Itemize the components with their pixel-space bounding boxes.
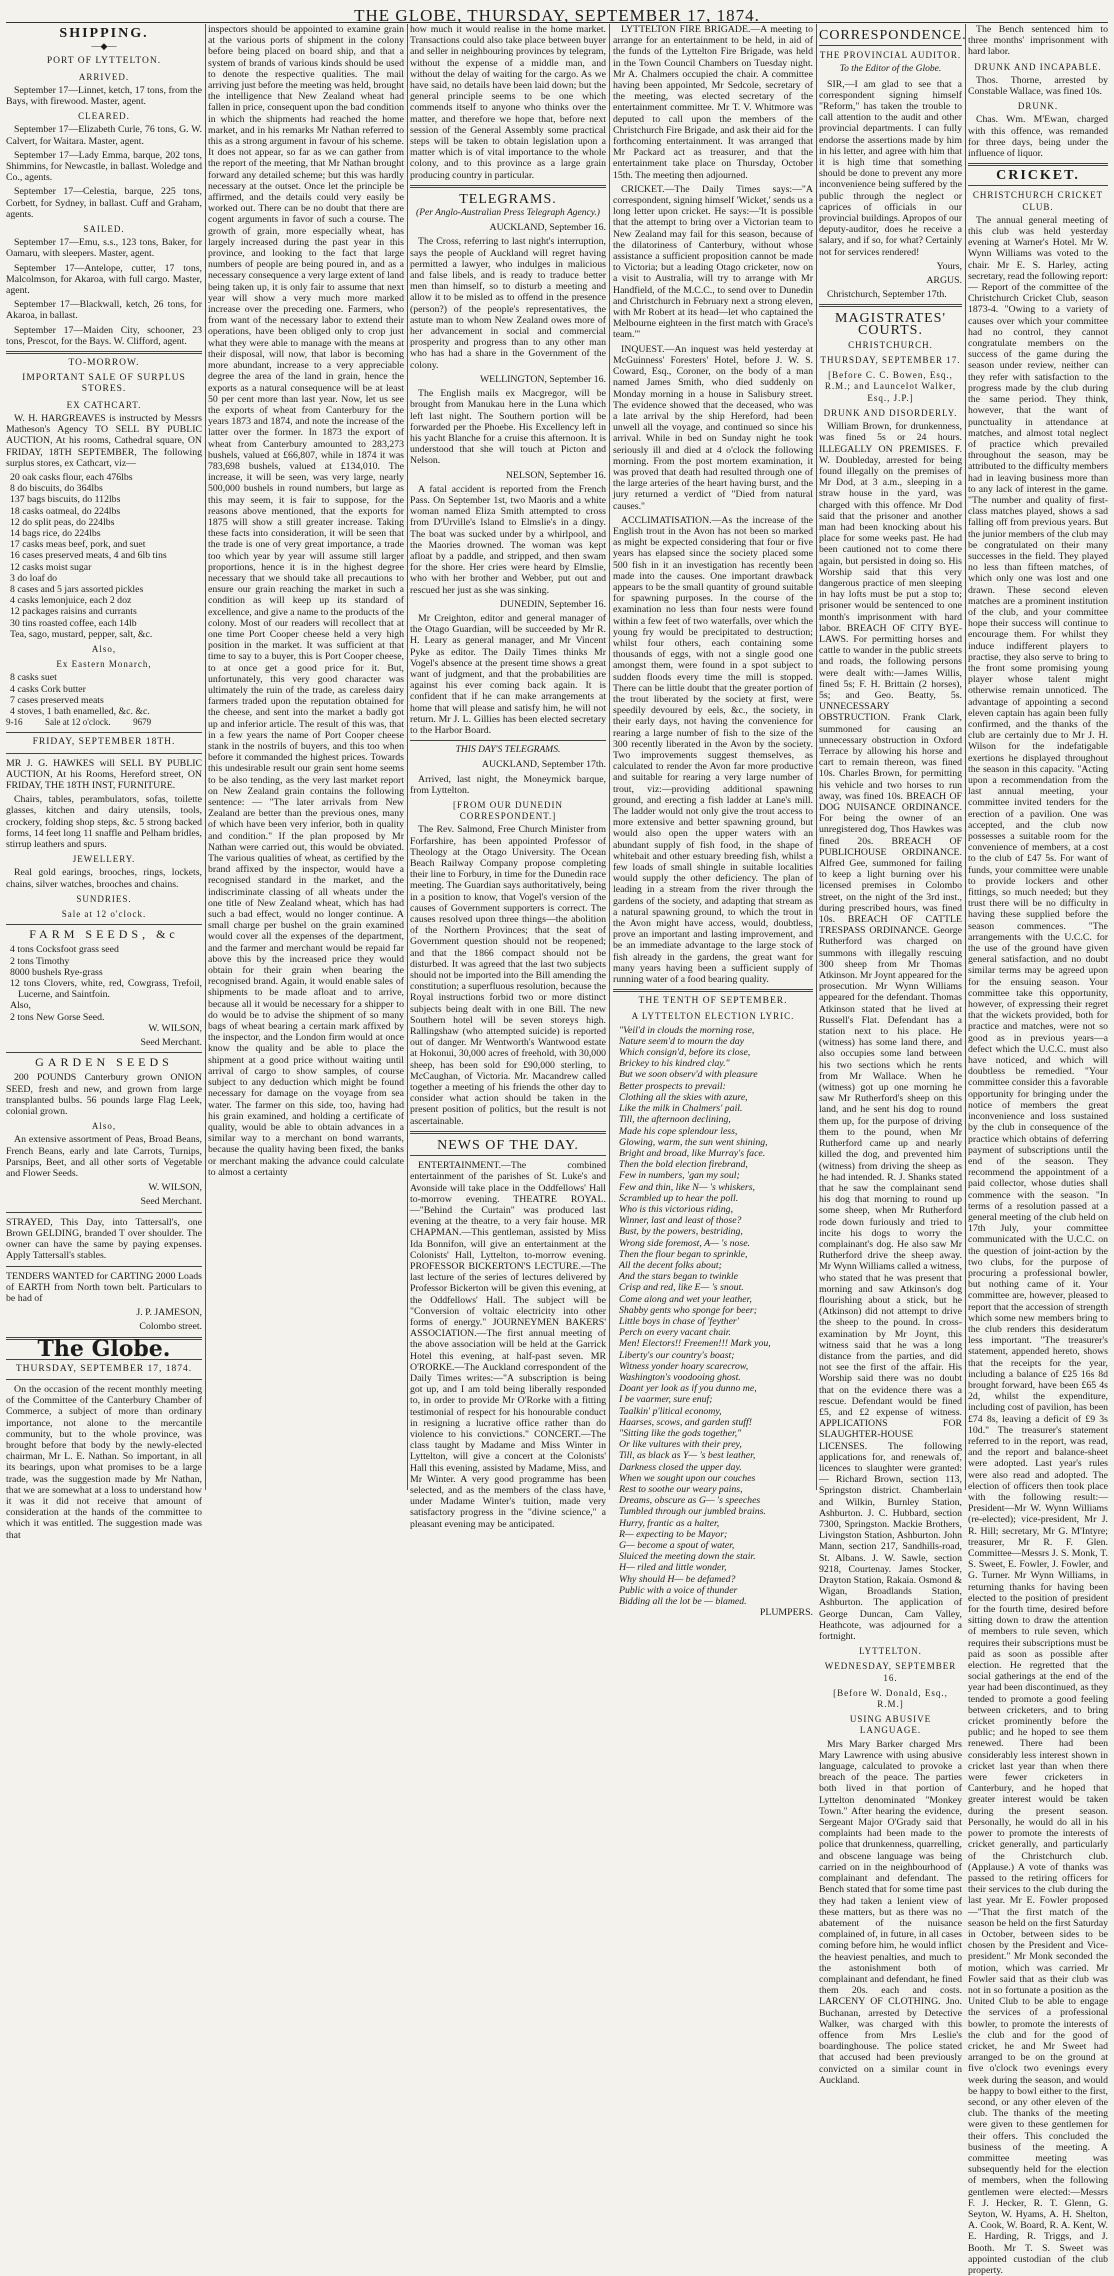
divider	[6, 924, 202, 925]
garden-seeds-heading: GARDEN SEEDS	[35, 1055, 173, 1070]
garden-body: 200 POUNDS Canterbury grown ONION SEED, fresh and new, and grown from large transplanted bulbs. 56 pounds large Flag Leek, colonial grown.	[6, 1072, 202, 1118]
column-4	[613, 24, 813, 1619]
sale-item: 14 bags rice, do 224lbs	[10, 527, 101, 539]
telegram: Arrived, last night, the Moneymick barque, from Lyttelton.	[410, 773, 606, 796]
dateline: THURSDAY, SEPTEMBER 17, 1874.	[15, 1363, 193, 1374]
also-label: Also,	[91, 643, 117, 654]
poem-line: Dreams, obscure as G— 's speeches	[619, 1495, 761, 1507]
poem-line: Then the bold election firebrand,	[619, 1159, 748, 1171]
poem-signature: PLUMPERS.	[759, 1607, 813, 1619]
sale-item: Tea, sago, mustard, pepper, salt, &c.	[10, 628, 153, 640]
strayed-notice: STRAYED, This Day, into Tattersall's, one Brown GELDING, branded T over shoulder. The owner can have the same by paying expenses. Apply Tattersall's stables.	[6, 1216, 202, 1262]
court-date: THURSDAY, SEPTEMBER 17.	[820, 355, 961, 366]
court-charge: DRUNK AND INCAPABLE.	[974, 61, 1102, 72]
column-3	[410, 24, 606, 1530]
also-subheading: Ex Eastern Monarch,	[56, 659, 152, 670]
ornament: ―◆―	[91, 41, 117, 52]
letter-title: THE PROVINCIAL AUDITOR.	[819, 50, 962, 61]
farm-item: 4 tons Cocksfoot grass seed	[10, 944, 119, 956]
cricket-heading: CRICKET.	[996, 168, 1080, 184]
poem-line: Or like vultures with their prey,	[619, 1439, 742, 1451]
shipping-heading: SHIPPING.	[59, 26, 149, 41]
divider	[410, 740, 606, 741]
seller-role: Seed Merchant.	[140, 1037, 202, 1049]
editorial-conclusion: how much it would realise in the home market. Transactions could also take place between buyer and seller in neighbouring provinces by telegram, without the expense of a middle man, and without the delay of waiting for the cargo. As we have said, no details have been laid down; but the general principle seems to be one which commends itself to anyone who thinks over the matter, and therefore we hope that, before next session of the General Assembly some practical steps will be taken to obtain legislation upon a matter which is of vital importance to the whole colony, and to this province as a large grain producing country in particular.	[410, 24, 606, 181]
poem-line: R— expecting to be Mayor;	[619, 1528, 728, 1540]
poem-line: I be vaarmer, sure enuf;	[619, 1394, 713, 1406]
sale-item: 137 bags biscuits, do 112lbs	[10, 494, 121, 506]
court-report: The Bench sentenced him to three months' imprisonment with hard labor.	[968, 24, 1108, 58]
magistrates-heading: MAGISTRATES' COURTS.	[835, 311, 946, 338]
sailed-label: SAILED.	[83, 224, 125, 235]
court-location: CHRISTCHURCH.	[848, 339, 933, 350]
correspondent-label: [FROM OUR DUNEDIN CORRESPONDENT.]	[452, 800, 563, 822]
masthead-rule	[6, 22, 1108, 23]
divider	[6, 1379, 202, 1380]
poem-subtitle: A LYTTELTON ELECTION LYRIC.	[631, 1011, 795, 1022]
sale-item: 4 casks lemonjuice, each 2 doz	[10, 595, 132, 607]
globe-nameplate: The Globe.	[37, 1335, 171, 1362]
letter-date: Christchurch, September 17th.	[827, 289, 947, 301]
sale-item: 3 do loaf do	[10, 572, 58, 584]
divider	[6, 732, 202, 733]
sale-item: 12 packages raisins and currants	[10, 606, 137, 618]
telegram: The Rev. Salmond, Free Church Minister from Forfarshire, has been appointed Professor of Theology at the Otago University. The Ocean Beach Railway Company propose completing their line to Forbury, in time for the Dunedin race meeting. The Guardian says authoritatively, being in a position to know, that Vogel's version of the causes of Government supporters is correct. The causes resolved upon three things—the abolition of the Northern Provinces; that the seat of Government question should not be reopened; and that the 1866 compact should not be disturbed. It was agreed that the last two subjects should not be imported into the Bill amending the constitution; a superfluous resolution, because the Royal instructions forbid two or more distinct subjects being dealt with in one Bill. The new Southern hotel will be seven storeys high. Rallingshaw (who attempted suicide) is reported out of danger. Mr Wentworth's Wantwood estate at Hokonui, 30,000 acres of freehold, with 30,000 sheep, has been sold for £90,000 sterling, to McCaughan, of Victoria. Mr. Macandrew called together a meeting of his friends the other day to consider what action should be taken in the present position of politics, but the result is not ascertainable.	[410, 824, 606, 1127]
farm-seeds-heading: FARM SEEDS, &c	[29, 927, 179, 942]
club-heading: CHRISTCHURCH CRICKET CLUB.	[972, 190, 1104, 212]
column-rule	[407, 24, 408, 1490]
poem-line: All the decent folks about;	[619, 1259, 722, 1271]
editorial: On the occasion of the recent monthly meeting of the Committee of the Canterbury Chamber of Commerce, a subject of more than ordinary importance, not alone to the mercantile community, but to the whole province, was brought before that body by the newly-elected chairman, Mr L. E. Nathan. So important, in all its bearings, upon what promises to be a large trade, was the suggestion made by Mr Nathan, that we are somewhat at a loss to understand how it was it did not receive that amount of consideration at the hands of the committee to which it was entitled. The suggestion made was that	[6, 1383, 202, 1541]
divider	[410, 1155, 606, 1156]
sale-item: 8 cases and 5 jars assorted pickles	[10, 583, 144, 595]
dateline: AUCKLAND, September 16.	[489, 222, 606, 234]
poem-line: Washington's voodooing ghost.	[619, 1371, 741, 1383]
sale-intro: W. H. HARGREAVES is instructed by Messrs Matheson's Agency TO SELL BY PUBLIC AUCTION, At his rooms, Cathedral square, ON FRIDAY, 18TH SEPTEMBER, The following surplus stores, ex Cathcart, viz—	[6, 412, 202, 469]
garden-also: Also,	[91, 1121, 117, 1132]
court-bench: [Before C. C. Bowen, Esq., R.M.; and Launcelot Walker, Esq., J.P.]	[824, 370, 957, 403]
court-charge: DRUNK.	[1017, 101, 1059, 112]
poem-line: But we soon observ'd with pleasure	[619, 1069, 758, 1081]
poem-line: Scrambled up to hear the poll.	[619, 1192, 739, 1204]
seller-name: W. WILSON,	[148, 1022, 202, 1034]
letter-body: SIR,—I am glad to see that a correspondent signing himself "Reform," has taken the trouble to call attention to the audit and other provincial departments. I can fully endorse the assertions made by him in his letter, and agree with him that it is high time that something should be done to prevent any more inconvenience being suffered by the public through the neglect or caprices of officials in our provincial buildings. Apropos of our deputy-auditor, does he receive a salary, and if so, for what? Certainly not for services rendered!	[819, 78, 962, 258]
telegrams-agency: (Per Anglo-Australian Press Telegraph Agency.)	[416, 208, 600, 219]
poem-line: Perch on every vacant chair.	[619, 1327, 731, 1339]
column-1	[6, 24, 202, 1541]
poem-line: G— become a spout of water,	[619, 1540, 735, 1552]
farm-item: 2 tons Timothy	[10, 955, 70, 967]
divider	[819, 45, 962, 46]
sale-item: 4 stoves, 1 bath enamelled, &c. &c.	[10, 705, 150, 717]
sale-item: 12 do split peas, do 224lbs	[10, 516, 115, 528]
farm-item: Also,	[10, 1000, 31, 1012]
masthead: THE GLOBE, THURSDAY, SEPTEMBER 17, 1874.	[354, 6, 760, 25]
poem-line: Better prospects to prevail:	[619, 1080, 726, 1092]
news-item: INQUEST.—An inquest was held yesterday at McGuinness' Foresters' Hotel, before J. W. S. Coward, Esq., Coroner, on the body of a man named James Smith, who died suddenly on Monday morning in a house in Salisbury street. The evidence showed that the deceased, who was a late arrival by the ship Hereford, had been unwell all the voyage, and continued so since his arrival. While in bed on Sunday night he took seriously ill and died at 4 o'clock the following morning. From the post mortem examination, it was proved that death had resulted through one of the large arteries of the heart having burst, and the jury returned a verdict of "Died from natural causes."	[613, 343, 813, 512]
court-report: Chas. Wm. M'Ewan, charged with this offence, was remanded for three days, being under the influence of liquor.	[968, 114, 1108, 160]
sundries-time: Sale at 12 o'clock.	[61, 909, 147, 920]
correspondence-heading: CORRESPONDENCE.	[819, 28, 967, 43]
poem-line: Who is this victorious riding,	[619, 1203, 734, 1215]
poem-line: Few in numbers, 'gan my soul;	[619, 1170, 740, 1182]
poem-line: Which consign'd, before its close,	[619, 1047, 751, 1059]
cleared-label: CLEARED.	[78, 111, 130, 122]
news-heading: NEWS OF THE DAY.	[437, 1137, 579, 1153]
jewellery-heading: JEWELLERY.	[72, 854, 136, 865]
poem-line: H— riled and little wonder,	[619, 1562, 727, 1574]
divider	[6, 1052, 202, 1053]
poem-line: Wrong side foremost, A— 's nose.	[619, 1237, 750, 1249]
farm-item: 2 tons New Gorse Seed.	[10, 1011, 105, 1023]
poem-line: Rest to soothe our weary pains,	[619, 1484, 743, 1495]
poem-line: Taalkin' p'litical economy,	[619, 1405, 722, 1417]
todays-telegrams-heading: THIS DAY'S TELEGRAMS.	[455, 745, 561, 756]
sale-item: 18 casks oatmeal, do 224lbs	[10, 505, 121, 517]
tenders-name: J. P. JAMESON,	[136, 1307, 202, 1319]
hawkes-body: Chairs, tables, perambulators, sofas, toilette glasses, kitchen and dairy utensils, tools, crockery, folding shop steps, &c. 5 strong backed forms, 14 feet long 11 snaffle and Pelham bridles, stirrup leathers and spurs.	[6, 794, 202, 850]
sale-time: 9-16 Sale at 12 o'clock. 9679	[6, 717, 152, 728]
poem-line: Public with a voice of thunder	[619, 1584, 738, 1596]
divider	[968, 185, 1108, 186]
sailed-entry: September 17—Emu, s.s., 123 tons, Baker, for Oamaru, with sleepers. Master, agent.	[6, 237, 202, 260]
poem-line: Witness yonder hoary scarecrow,	[619, 1360, 749, 1372]
poem-line: Haarses, scows, and garden stuff!	[619, 1416, 752, 1428]
divider	[819, 304, 962, 307]
poem-body	[613, 1025, 813, 1608]
telegram: Mr Creighton, editor and general manager of the Otago Guardian, will be succeeded by Mr R. H. Leary as general manager, and Mr Vincent Pyke as editor. The Daily Times thinks Mr Vogel's absence at the present time shows a great want of judgment, and that the probabilities are against his ever coming back again. It is confident that if he can make arrangements at home that will please and satisfy him, he will not return. Mr J. L. Gillies has been elected secretary to the Harbor Board.	[410, 612, 606, 736]
divider	[968, 163, 1108, 166]
telegram: The Cross, referring to last night's interruption, says the people of Auckland will regret having permitted a lawyer, who indulges in malicious and false libels, and is ready to traduce better men than himself, so to disturb a meeting and allow it to be misled as to offend in the presence (person?) of the people's representatives, the astute man to whom New Zealand owes more of her advancement in social and commercial prosperity and progress than to any other man who has had a share in the Government of the colony.	[410, 236, 606, 371]
divider	[613, 989, 813, 992]
arrived-entry: September 17—Linnet, ketch, 17 tons, from the Bays, with firewood. Master, agent.	[6, 84, 202, 108]
poem-line: Tumbled through our jumbled brains.	[619, 1506, 766, 1518]
poem-line: Clothing all the skies with azure,	[619, 1091, 748, 1103]
arrived-label: ARRIVED.	[78, 71, 130, 82]
farm-item: 8000 bushels Rye-grass	[10, 966, 103, 978]
sale-item: 16 cases preserved meats, 4 and 6lb tins	[10, 550, 167, 562]
column-rule	[205, 24, 206, 1490]
poem-line: Liberty's our country's boast;	[619, 1349, 735, 1361]
poem-line: "Sitting like the gods together,"	[619, 1427, 742, 1439]
column-rule	[609, 24, 610, 1490]
divider	[410, 185, 606, 188]
poem-line: Crisp and red, like E— 's snout.	[619, 1282, 744, 1294]
court-report: Mrs Mary Barker charged Mrs Mary Lawrence with using abusive language, calculated to provoke a breach of the peace. The parties both lived in that portion of Lyttelton denominated "Monkey Town." After hearing the evidence, Sergeant Major O'Grady said that complaints had been made to the police that drunkenness, quarrelling, and obscene language was being carried on in the neighbourhood of complainant and defendant. The Bench stated that for some time past they had taken a lenient view of these matters, but as there was no abatement of the nuisance complained of, in future, in all cases coming before him, he would inflict the heaviest penalties, and much to the astonishment both of complainant and defendant, he fined them 20s. each and costs. LARCENY OF CLOTHING. Jno. Buchanan, arrested by Detective Walker, was charged with this offence from Mrs Leslie's boardinghouse. The police stated that accused had been previously convicted on a similar count in Auckland.	[819, 1738, 962, 2086]
telegram: The English mails ex Macgregor, will be brought from Manukau here in the Luna which left last night. The Southern portion will be forwarded per the Phoebe. His Excellency left in his yacht Blanche for a cruise this afternoon. It is understood that she will touch at Picton and Nelson.	[410, 388, 606, 467]
sale-item: 30 tins roasted coffee, each 14lb	[10, 617, 137, 629]
divider	[6, 1266, 202, 1267]
sailed-entry: September 17—Maiden City, schooner, 23 tons, Prescot, for the Bays. W. Clifford, agent.	[6, 324, 202, 347]
poem-line: Made his cope splendour less,	[619, 1125, 738, 1137]
court-charge: DRUNK AND DISORDERLY.	[823, 407, 958, 418]
sundries-heading: SUNDRIES.	[76, 893, 132, 904]
column-2	[208, 24, 404, 1490]
poem-line: Come along and wet your leather,	[619, 1293, 752, 1305]
poem-line: And the stars began to twinkle	[619, 1271, 738, 1283]
poem-line: Nature seem'd to mourn the day	[619, 1035, 744, 1047]
poem-line: Sluiced the meeting down the stair.	[619, 1551, 756, 1563]
divider	[410, 1131, 606, 1134]
sale-item: 20 oak casks flour, each 476lbs	[10, 471, 133, 483]
court-date: WEDNESDAY, SEPTEMBER 16.	[824, 1661, 957, 1683]
court-report: Thos. Thorne, arrested by Constable Wallace, was fined 10s.	[968, 74, 1108, 98]
sailed-entry: September 17—Blackwall, ketch, 26 tons, for Akaroa, in ballast.	[6, 299, 202, 322]
poem-line: Few and thin, like N— 's whiskers,	[619, 1181, 755, 1193]
news-item: ACCLIMATISATION.—As the increase of the English trout in the Avon has not been so marked as might be expected considering that four or five years has elapsed since the society placed some 500 fish in it an investigation has recently been made into the causes. One important drawback appears to be the small quantity of ground suitable for spawning purposes. In the course of the examination no less than four nests were found within a few feet of two waterfalls, over which the young fry would be precipitated to destruction; whilst four others, each containing some thousands of eggs, with not a single good one amongst them, were found in a spot subject to sudden floods every time the mill is stopped. There can be little doubt that the greater portion of the trout liberated by the society at first, were speedily devoured by eels, &c., the society, in their early days, not having the convenience for rearing a large number of fish to the size of the 300 recently liberated in the Avon by the society. Two improvements suggest themselves, as calculated to render the Avon far more productive and suitable for rearing a very large number of trout, viz:—providing additional spawning ground, and erecting a fish ladder at Lane's mill. The ladder would not only give the trout access to more extensive and better spawning ground, but would also open the upper waters with an abundant supply of fish food, in the shape of whitebait and other estuary breeding fish, whilst a few loads of small shingle in suitable localities would supply the other deficiency. The plan of leading in a stream from the river through the gardens of the society, and adapting that stream as a natural spawning ground, to which the trout in the Avon might have access, would, doubtless, prove an important and lasting improvement, and be an immediate advantage to the large stock of fish already in the gardens, the great want for many years having been a sufficient supply of running water of a food bearing quality.	[613, 514, 813, 986]
column-rule	[965, 24, 966, 1490]
poem-line: Like the milk in Chalmers' pail.	[619, 1103, 743, 1115]
tenders-place: Colombo street.	[139, 1321, 202, 1333]
sale-heading: IMPORTANT SALE OF SURPLUS STORES.	[22, 373, 186, 395]
port-heading: PORT OF LYTTELTON.	[46, 56, 162, 67]
tenders-notice: TENDERS WANTED for CARTING 2000 Loads of EARTH from North town belt. Particulars to be had of	[6, 1270, 202, 1304]
poem-line: Why should H— be defamed?	[619, 1573, 736, 1585]
garden-body-2: An extensive assortment of Peas, Broad Beans, French Beans, early and late Carrots, Turnips, Parsnips, Beet, and all other sorts of Vegetable and Flower Seeds.	[6, 1134, 202, 1180]
poem-line: Hurry, frantic as a halter,	[619, 1517, 720, 1529]
farm-item: 12 tons Clovers, white, red, Cowgrass, Trefoil, Lucerne, and Saintfoin.	[10, 978, 202, 1001]
hawkes-advert: MR J. G. HAWKES will SELL BY PUBLIC AUCTION, At his Rooms, Hereford street, ON FRIDAY, THE 18TH INST, FURNITURE.	[6, 757, 202, 791]
poem-line: Little boys in chase of 'feyther'	[619, 1315, 739, 1327]
dateline: DUNEDIN, September 16.	[499, 598, 606, 610]
poem-line: When we sought upon our couches	[619, 1472, 756, 1484]
poem-line: Glowing, warm, the sun went shining,	[619, 1136, 768, 1148]
column-6	[968, 24, 1108, 2276]
poem-line: Brickey to his kindred clay."	[619, 1058, 730, 1070]
column-rule	[816, 24, 817, 1490]
telegram: A fatal accident is reported from the French Pass. On September 1st, two Maoris and a white woman named Eliza Smith attempted to cross from D'Urville's Island to Elmslie's in a dingy. The boat was sucked under by a whirlpool, and the Maories drowned. The woman was kept afloat by a paddle, and stripped, and then swam for the shore. Her cries were heard by Elmslie, who with her brother and Webber, put out and rescued her just as she was sinking.	[410, 483, 606, 596]
poem-line: Bright and broad, like Murray's face.	[619, 1147, 766, 1159]
sale-item: 4 casks Cork butter	[10, 683, 86, 695]
letter-salutation: To the Editor of the Globe.	[839, 64, 942, 75]
court-location: LYTTELTON.	[859, 1646, 922, 1657]
sale-item: 12 casks moist sugar	[10, 561, 92, 573]
poem-line: Darkness closed the upper day.	[619, 1461, 742, 1473]
news-items: ENTERTAINMENT.—The combined entertainment of the parishes of St. Luke's and Avonside will take place in the Oddfellows' Hall to-morrow evening. THEATRE ROYAL.—"Behind the Curtain" was produced last evening at the theatre, to a very fair house. MR CHAPMAN.—This gentleman, assisted by Miss Ida Bonnifon, will give an entertainment at the Colonists' Hall, Lyttelton, to-morrow evening. PROFESSOR BICKERTON'S LECTURE.—The last lecture of the series of lectures delivered by Professor Bickerton will be given this evening, at the Oddfellows' Hall. The subject will be "Conversion of voltaic electricity into other forms of energy." JOURNEYMEN BAKERS' ASSOCIATION.—The first annual meeting of the above association will be held at the Garrick Hotel this evening, at half-past seven. MR O'RORKE.—The Auckland correspondent of the Daily Times writes:—"A subscription is being got up, and I am told being liberally responded to, in order to provide Mr O'Rorke with a fitting testimonial of respect for his honourable conduct in resigning a lucrative office rather than do violence to his convictions." CONCERT.—The class taught by Madame and Miss Winter in Lyttelton, will give a concert at the Colonists' Hall this evening, assisted by Madame, Miss, and Mr Winter. A very good programme has been selected, and as the members of the class have, under Madame Winter's tuition, made very satisfactory progress in the "divine science," a pleasant evening may be anticipated.	[410, 1160, 606, 1530]
letter-signature: ARGUS.	[926, 275, 962, 287]
poem-title: THE TENTH OF SEPTEMBER.	[638, 996, 788, 1007]
letter-closing: Yours,	[936, 260, 962, 272]
cleared-entry: September 17—Celestia, barque, 225 tons, Corbett, for Sydney, in ballast. Cuff and Graham, agents.	[6, 186, 202, 220]
divider	[6, 351, 202, 354]
sale-item: 17 casks meas beef, pork, and suet	[10, 539, 146, 551]
cricket-report: The annual general meeting of this club was held yesterday evening at Warner's Hotel. Mr W. Wynn Williams was voted to the chair. Mr E. S. Harley, acting secretary, read the following report:— Report of the committee of the Christchurch Cricket Club, season 1873-4. "Owing to a variety of causes over which your committee had no control, they cannot congratulate members on the success of the game during the season under review, neither can they refer with satisfaction to the progress made by the club during the same period. They think, however, that the want of punctuality in attendance at matches, and almost total neglect of practice which prevailed throughout the season, may be attributed to the difficulty members had in leaving business more than to any lack of interest in the game. "The number and quality of first-class matches played, shows a sad falling off from previous years. But the junior members of the club may be congratulated on their many successes in the field. They played no less than fifteen matches, of which only one was lost and one drawn. These second eleven matches are a prominent institution of the club, and your committee hope their success will continue to encourage them. For whilst they induce indifferent players to practise, they also serve to bring to the front some promising young player whose talent might otherwise remain unnoticed. The advantage of appointing a second eleven captain has again been fully confirmed, and the thanks of the club are certainly due to Mr J. H. Wilson for the indefatigable exertions he displayed throughout the season in this capacity. "Acting upon a recommendation from the last annual meeting, your committee invited tenders for the erection of a pavilion. One was accepted, and the club now possesses a suitable room for the convenience of members, at a cost to the club of £47 5s. For want of funds, your committee were unable to provide lockers and other fittings, so much needed; but they trust there will be no difficulty in having these supplied before the season commences. "The arrangements with the U.C.C. for the use of the ground have given general satisfaction, and no doubt similar terms may be agreed upon for the ensuing season. Your committee take this opportunity, however, of expressing their regret that the wickets provided, both for practice and matches, were not so good as in previous years—a defect which the U.C.C. must also have noticed, and which will doubtless be remedied. "Your committee consider this a favorable opportunity for bringing under the notice of members the great inconvenience and loss sustained by the club in consequence of the practice which obtains of deferring payment of subscriptions until the end of the season. They recommend the appointment of a paid collector, whose duties shall commence with the season. "In terms of a resolution passed at a general meeting of the club held on 17th July, your committee communicated with the U.C.C. on the question of joint-action by the two clubs, for the purpose of procuring a professional bowler, but nothing came of it. Your committee are, however, pleased to report that the accession of strength which some new members bring to the club renders this desideratum less important. "The treasurer's statement, appended hereto, shows that the receipts for the year, including a balance of £25 16s 8d brought forward, have been £65 4s 2d, whilst the expenditure, including cost of pavilion, has been £74 8s, leaving a deficit of £9 3s 10d." The treasurer's statement referred to in the report, was read, and the report and balance-sheet were adopted. Last year's rules were also read and adopted. The election of officers then took place with the following result:—President—Mr W. Wynn Williams (re-elected); vice-president, Mr J. R. Hill; secretary, Mr G. M'Intyre; treasurer, Mr R. F. Glen. Committee—Messrs J. S. Monk, T. S. Sweet, E. Fowler, J. Fowler, and G. Turner. Mr Wynn Williams, in returning thanks for having been elected to the position of president for the fourth time, desired before sitting down to draw the attention of members to rule seven, which requires their subscriptions must be paid as soon as possible after election. He regretted that the social gatherings at the end of the year had been discontinued, as they tended to promote a good feeling between cricketers, and to bring cricket prominently before the public; and he hoped to see them renewed. There had been considerably less interest shown in cricket last year than when there were fewer cricketers in Canterbury, and he hoped that greater interest would be taken during the present season. Personally, he would do all in his power to promote the interests of cricket generally, and particularly of the Christchurch club. (Applause.) A vote of thanks was passed to the retiring officers for their services to the club during the last year. Mr E. Fowler proposed—"That the first match of the season be held on the first Saturday in October, between sides to be chosen by the President and Vice-president." Mr Monk seconded the motion, which was carried. Mr Fowler said that as their club was not in so fortunate a position as the United Club to be able to engage the services of a professional bowler, to promote the interests of the club and for the good of cricket, he and Mr Sweet had arranged to be on the ground at five o'clock two evenings every week during the season, and would be happy to bowl either to the first, second, or any other eleven of the club. The thanks of the meeting were given to these gentlemen for their offers. This concluded the business of the meeting. A committee meeting was subsequently held for the election of members, when the following gentlemen were elected:—Messrs F. J. Hecker, R. T. Glenn, G. Seyton, W. Hyams, A. H. Shelton, A. Cook, W. Board, R. A. Kent, W. E. Harding, R. Triggs, and J. Booth. Mr T. S. Sweet was appointed custodian of the club property.	[968, 214, 1108, 2276]
poem-line: Then the flour began to sprinkle,	[619, 1248, 748, 1260]
dateline: AUCKLAND, September 17th.	[481, 759, 606, 771]
column-5	[819, 24, 967, 2086]
sale-item: 8 casks suet	[10, 672, 57, 684]
poem-line: "Veil'd in clouds the morning rose,	[619, 1024, 755, 1036]
dateline: WELLINGTON, September 16.	[479, 373, 606, 385]
poem-line: Winner, last and least of those?	[619, 1215, 742, 1227]
poem-line: Shabby gents who sponge for beer;	[619, 1304, 757, 1316]
poem-line: Till, as black as Y— 's best leather,	[619, 1450, 756, 1462]
tomorrow-heading: TO-MORROW.	[68, 358, 140, 369]
poem-line: Till, the afternoon declining,	[619, 1114, 731, 1126]
cleared-entry: September 17—Elizabeth Curle, 76 tons, G. W. Calvert, for Waitara. Master, agent.	[6, 124, 202, 147]
news-item: CRICKET.—The Daily Times says:—"A correspondent, signing himself 'Wicket,' sends us a long letter upon cricket. He says:—'It is possible that the attempt to bring over a Victorian team to New Zealand may fail for this season, because of the dilatoriness of Canterbury, without whose assistance a sufficient proposition cannot be made to Victoria; but a leading Otago cricketer, now on a visit to Australia, will try to arrange with Mr Handfield, of the M.C.C., to send over to Dunedin and Christchurch in February next a strong eleven, with Mr Robert at its head—let who captained the Melbourne eighteen in the first match with Grace's team.'"	[613, 183, 813, 341]
friday-heading: FRIDAY, SEPTEMBER 18TH.	[32, 737, 176, 748]
seller-name: W. WILSON,	[148, 1182, 202, 1194]
divider	[6, 1212, 202, 1213]
sailed-entry: September 17—Antelope, cutter, 17 tons, Malcolmson, for Akaroa, with full cargo. Master, agent.	[6, 262, 202, 297]
news-item: LYTTELTON FIRE BRIGADE.—A meeting to arrange for an entertainment to be held, in aid of the funds of the Lyttelton Fire Brigade, was held in the Town Council Chambers on Tuesday night. Mr A. Chalmers occupied the chair. A committee having been appointed, Mr Sedcole, secretary of the meeting, was elected secretary of the entertainment committee. Mr T. V. Whitmore was deputed to call upon the members of the Christchurch Fire Brigade, and ask their aid for the forthcoming entertainment. It was arranged that Mr Packard act as treasurer, and that the entertainment take place on Thursday, October 15th. The meeting then adjourned.	[613, 24, 813, 181]
sale-subheading: EX CATHCART.	[66, 399, 142, 410]
poem-line: Bidding all the lot be — blamed.	[619, 1596, 747, 1608]
court-charge: USING ABUSIVE LANGUAGE.	[849, 1714, 932, 1736]
poem-line: Men! Electors!! Freemen!!! Mark you,	[619, 1338, 771, 1350]
court-report: William Brown, for drunkenness, was fined 5s or 24 hours. ILLEGALLY ON PREMISES. F. W. Doubleday, arrested for being found illegally on the premises of Mr Dod, at 3 a.m., sleeping in a straw house in the yard, was charged with this offence. Mr Dod said that the prisoner and another man had been knocking about his place for some weeks past. He had been cautioned not to come there again, but persisted in doing so. His Worship said that this very dangerous practice of men sleeping in hay lofts must be put a stop to; prisoner would be sentenced to one month's imprisonment with hard labor. BREACH OF CITY BYE-LAWS. For permitting horses and cattle to wander in the public streets and roads, the following persons were dealt with:—James Willis, fined 5s; F. H. Brittain (2 horses), 5s; and Geo. Beatty, 5s. UNNECESSARY OBSTRUCTION. Frank Clark, summoned for causing an unnecessary obstruction in Oxford Terrace by allowing his horse and cart to remain thereon, was fined 10s. Charles Brown, for permitting his vehicle and two horses to run away, was fined 10s. BREACH OF DOG NUISANCE ORDINANCE. For being the owner of an unregistered dog, Thos Hawkes was fined 20s. BREACH OF PUBLICHOUSE ORDINANCE. Alfred Gee, summoned for failing to keep a light burning over his licensed premises in Colombo street, on the night of the 3rd inst., during prescribed hours, was fined 10s. BREACH OF CATTLE TRESPASS ORDINANCE. George Rutherford was charged on summons with illegally rescuing 300 sheep from Mr Thomas Atkinson. Mr Joynt appeared for the prosecution. Mr Wynn Williams appeared for the defendant. Thomas Atkinson stated that he lived at Russell's Flat. Defendant has a station next to his place. He (witness) has some land there, and also occupies some land between his two sections which he rents from Mr Wallace. When he (witness) got up one morning he saw Mr Rutherford's sheep on this land, and he sent his dog to round them up, for the purpose of driving them to the pound, when Mr Rutherford came up and nearly killed the dog, and prevented him (witness) from driving the sheep as he had intended. R. J. Shanks stated that he saw the complainant send his dog that morning to round up some sheep, when Mr Rutherford rode down furiously and tried to incite his dogs to worry the complainant's dog. He also saw Mr Rutherford drive the sheep away. Mr Wynn Williams called a witness, who stated that he was present that morning and saw Atkinson's dog flourishing about a stick, but he (Atkinson) did not attempt to drive the sheep to the pound. In cross-examination by Mr Joynt, this witness said that he was a long distance from the parties, and did not see the first of the affair. His Worship said there was no doubt that on the evidence there was a rescue. Defendant would be fined £5, and £2 expense of witness. APPLICATIONS FOR SLAUGHTER-HOUSE LICENSES. The following applications for, and renewals of, licences to slaughter were granted:— Richard Brown, section 113, Springston district. Chamberlain and Wilkin, Burnley Station, Ashburton. J. C. Hubbard, section 7300, Springston. Mackie Brothers, Livingston Station, Ashburton. John Mann, section 217, Sandhills-road, St. Albans. J. W. Sawle, section 9218, Courtenay. James Stocker, Drayton Station, Rakaia. Osmond & Wigan, Broadlands Station, Ashburton. The application of George Duncan, Cam Valley, Heathcote, was adjourned for a fortnight.	[819, 421, 962, 1643]
editorial-continued: inspectors should be appointed to examine grain at the various ports of shipment in the colony before being placed on board ship, and that a system of brands of various kinds should be used to denote the respective qualities. The mail arriving just before the meeting was held, brought the intelligence that New Zealand wheat had fallen in price, consequent upon the bad condition in which the shipments had reached the home market, and in his remarks Mr Nathan referred to this as a strong argument in favour of his scheme. It does not appear, so far as we can gather from the report of the meeting, that Mr Nathan brought forward any detailed scheme; but this was hardly necessary at the outset. Once let the principle be affirmed, and the details could very easily be worked out. There can be no doubt that there are cogent arguments in favor of such a course. The growth of grain, more especially wheat, has largely increased during the past year in this province, and looking to the fact that large numbers of people are being poured in, and as a necessary consequence a very large extent of land being taken up, it is only fair to assume that next year will show a very much more marked increase over the preceding one. Farmers, who from want of the necessary labor to extend their operations, have been obliged only to crop just what they were able to manage with the means at their disposal, will now, that labor is becoming more abundant, increase to a very appreciable degree the area of the land in grain, hence the exports as a natural consequence will be at least 50 per cent more than last year. Now, let us see the exports of wheat from Canterbury for the years 1873 and 1874, and note the increase of the latter over the former. In 1873 the export of wheat from Canterbury amounted to 283,273 bushels, valued at £66,807, while in 1874 it was 783,698 bushels, valued at £134,010. The increase, it will be seen, was very large, nearly 500,000 bushels in round numbers, but large as this may seem, it is fair to suppose, for the reasons above mentioned, that the exports for 1875 will show a still greater increase. Taking these facts into consideration, it will be seen that the trade is one of very great importance, a trade too which year by year will assume still larger proportions, hence it is in the highest degree necessary that we should take all precautions to ensure our grain reaching the market in such a condition as will keep up its standard of excellence, and give a name to the products of the colony. Most of our readers will recollect that at one time Port Cooper cheese held a very high position in the market. It was sufficient at that time to say to a buyer, this is Port Cooper cheese, to at once get a good price for it. But, unfortunately, this very good character was ultimately the ruin of the trade, as careless dairy farmers traded upon the reputation obtained for the cheese, and sent into the market a badly got up and inferior article. The result of this was, that in a few years the name of Port Cooper cheese stank in the nostrils of buyers, and this too when before it commanded the highest prices. Towards this undesirable result our grain sent home seems to be also tending, as the very last market report on New Zealand grain contains the following sentence: — "The later arrivals from New Zealand are better than the previous ones, many of which have been very inferior, both in quality and condition." If the plan proposed by Mr Nathan were carried out, this would be obviated. The various qualities of wheat, as certified by the brand affixed by the inspector, would have a recognised standard in the market, and the indiscriminate classing of all wheats under the one title of New Zealand wheat, which has had such a bad effect, would no longer continue. A small charge per bushel on the grain examined would cover all the expenses of the department, and the farmer and merchant would be repaid far above this by the increased price they would obtain for their grain when bearing the recognised brand. Again, it would enable sales of shipments to be made afloat and to arrive, because all it would be necessary for a shipper to do would be to advise the shipment of so many bags of wheat bearing a certain mark affixed by the inspector, and the London firm would at once know the quality and be able to place the shipment at a good price without waiting until arrival of cargo to show samples, of course subject to any deduction which might be found necessary for damage on the voyage from sea water. The farmer on this side, too, having had his grain examined, and holding a certificate of quality, would be able to obtain advances in a similar way to a merchant on bond warrants, because the quality having been fixed, the banks or merchant making the advance could calculate to almost a certainty	[208, 24, 404, 1178]
cleared-entry: September 17—Lady Emma, barque, 202 tons, Shimmins, for Newcastle, in ballast. Woledge and Co., agents.	[6, 149, 202, 184]
telegrams-heading: TELEGRAMS.	[459, 191, 557, 207]
poem-line: Doant yer look as if you dunno me,	[619, 1383, 757, 1395]
sale-item: 8 do biscuits, do 364lbs	[10, 483, 103, 495]
poem-line: Bust, by the powers, bestriding,	[619, 1226, 743, 1238]
jewellery-body: Real gold earings, brooches, rings, lockets, chains, silver watches, brooches and chains.	[6, 867, 202, 890]
sale-item: 7 cases preserved meats	[10, 694, 104, 706]
divider	[6, 753, 202, 754]
seller-role: Seed Merchant.	[140, 1196, 202, 1208]
court-bench: [Before W. Donald, Esq., R.M.]	[833, 1687, 948, 1710]
dateline: NELSON, September 16.	[505, 469, 606, 481]
